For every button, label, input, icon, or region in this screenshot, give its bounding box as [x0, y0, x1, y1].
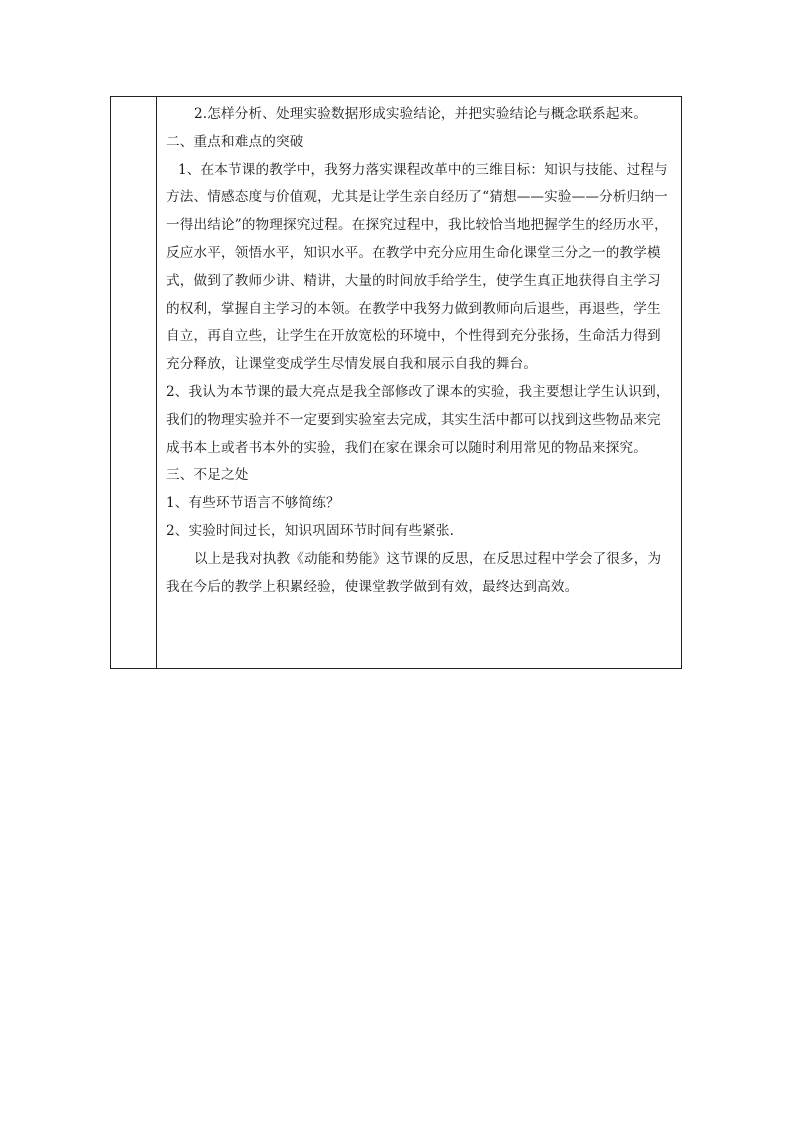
text-line: 以上是我对执教《动能和势能》这节课的反思，在反思过程中学会了很多，为: [194, 550, 662, 567]
text-line: 2、实验时间过长，知识巩固环节时间有些紧张.: [166, 522, 455, 539]
text-line: 反应水平，领悟水平，知识水平。在教学中充分应用生命化课堂三分之一的教学模: [166, 244, 661, 261]
text-line: 1、在本节课的教学中，我努力落实课程改革中的三维目标：知识与技能、过程与: [178, 161, 668, 178]
document-table: [110, 96, 682, 669]
text-line: 方法、情感态度与价值观，尤其是让学生亲自经历了“猜想——实验——分析归纳一: [166, 189, 668, 206]
text-line: 式，做到了教师少讲、精讲，大量的时间放手给学生，使学生真正地获得自主学习: [166, 272, 661, 289]
section-heading: 二、重点和难点的突破: [166, 133, 304, 150]
section-heading: 三、不足之处: [166, 467, 249, 484]
table-content-cell: [158, 97, 681, 668]
text-line: 1、有些环节语言不够简练？: [166, 495, 340, 512]
text-line: 一得出结论”的物理探究过程。在探究过程中，我比较恰当地把握学生的经历水平，: [166, 217, 668, 234]
text-line: 2、我认为本节课的最大亮点是我全部修改了课本的实验，我主要想让学生认识到，: [166, 383, 670, 400]
text-line: 充分释放，让课堂变成学生尽情发展自我和展示自我的舞台。: [166, 356, 538, 373]
table-left-cell: [111, 97, 157, 668]
text-line: 成书本上或者书本外的实验，我们在家在课余可以随时利用常见的物品来探究。: [166, 439, 648, 456]
text-line: 2.怎样分析、处理实验数据形成实验结论，并把实验结论与概念联系起来。: [194, 106, 648, 122]
text-line: 自立，再自立些，让学生在开放宽松的环境中，个性得到充分张扬，生命活力得到: [166, 328, 661, 345]
text-line: 的权利，掌握自主学习的本领。在教学中我努力做到教师向后退些，再退些，学生: [166, 300, 661, 317]
text-line: 我在今后的教学上积累经验，使课堂教学做到有效，最终达到高效。: [166, 578, 579, 595]
text-line: 我们的物理实验并不一定要到实验室去完成，其实生活中都可以找到这些物品来完: [166, 411, 661, 428]
